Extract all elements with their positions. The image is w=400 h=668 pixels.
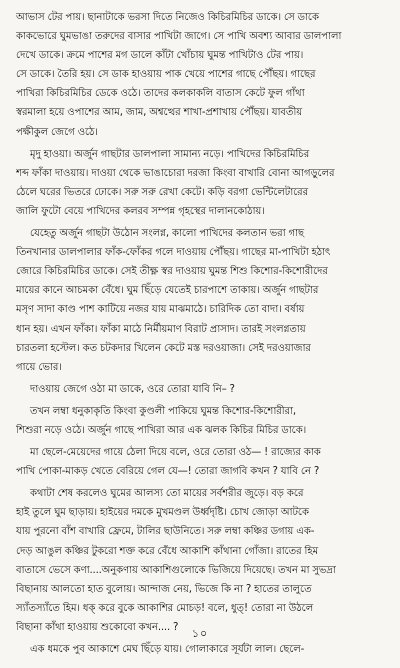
text-line: এক ধমকে পুব আকাশে মেঘ ছিঁড়ে যায়। গোলাকারে সূর্যটা লাল। ছেলে- xyxy=(30,644,305,655)
text-line: বাতাসে ভেসে কণা....অনুকণায় আকাশিগুলোকে ভিজিয়ে দিয়েছে। তখন মা সুভদ্রা xyxy=(16,564,336,576)
text-line: কাকভোরে ঘুমভাঙা তরুদের বাসার পাখিটা জাগে। সে পাখি অবশ্য আবার ডালপালা xyxy=(16,31,342,43)
text-line: গায়ে ভোর। xyxy=(16,361,62,373)
text-line: মা ছেলে-মেয়েদের গায়ে ঠেলা দিয়ে বলে, ওরে তোরা ওঠ— ! রাজ্যের কাক xyxy=(30,447,321,459)
text-line: দাওয়ায় জেগে ওঠা মা ডাকে, ওরে তোরা যাবি নি– ? xyxy=(30,383,235,395)
page-number: ১০ xyxy=(191,627,209,640)
text-line: শব্দ ফাঁকা দাওয়ায়। দাওয়া থেকে ভাঙাচোরা দরজা কিংবা বাখারি বোনা আগড়ুলের xyxy=(16,167,335,179)
body-text xyxy=(16,8,386,659)
text-line: মায়ের কানে আচমকা বেঁধে। ঘুম ছিঁড়ে যেতেই চারপাশে তাকায়। অর্জুন গাছটার xyxy=(16,285,319,297)
text-line: জালি ফুটো বেয়ে পাখিদের কলরব সম্পন্ন গৃহস্থের দালানকোঠায়। xyxy=(16,205,265,217)
text-line: স্যাঁতস্যাঁতে হিম। ধক্ করে বুকে আকাশির মোচড়! বলে, ধুত্! তোরা না উঠলে xyxy=(16,602,314,614)
text-line: স্বরমালা হয়ে ওপাশের আম, জাম, অশ্বত্থের শাখা-প্রশাখায় পৌঁছয়। যাবতীয় xyxy=(16,107,303,119)
text-line: যায় পুরনো বাঁশ বাখারি ফ্রেমে, টালির ছাউনিতে। সরু লম্বা কঞ্চির ডগায় এক- xyxy=(16,526,315,538)
text-line: চারতলা হস্টেল। কত চটকদার খিলেন কেটে মস্ত দরওয়াজা। সেই দরওয়াজার xyxy=(16,342,311,354)
paragraph xyxy=(16,484,386,637)
text-line: ধান হয়। এখন ফাঁকা। ফাঁকা মাঠে নির্মীয়মাণ বিরাট প্রাসাদ। তারই সংলগ্নতায় xyxy=(16,323,306,335)
paragraph xyxy=(16,8,386,142)
text-line: হাই তুলে ঘুম ছাড়ায়। হাইয়ের দমকে মুখমণ্ডল উর্ধ্বদৃষ্টি। চোখ জোড়া আটকে xyxy=(16,507,309,519)
text-line: দেখে ডাকে। ক্রমে পাশের মগ ডালে কাঁটা খোঁচায় ঘুমন্ত পাখিটাও টের পায়। xyxy=(16,50,304,62)
text-line: মৃদু হাওয়া। অর্জুন গাছটার ডালপালা সামান্য নড়ে। পাখিদের কিচিরমিচির xyxy=(30,148,310,160)
paragraph xyxy=(16,380,386,399)
text-line: মসৃণ সাদা কাণ্ড পাশ কাটিয়ে নজর যায় মাঝমাঠে। চারিদিক তো বাদা। বর্ষায় xyxy=(16,304,305,316)
text-line: পাখি পোকা-মাকড় খেতে বেরিয়ে গেল যে—! তোরা জাগবি কখন ? যাবি নে ? xyxy=(16,466,320,478)
text-line: ঠেলে ঘরের ভিতরে ঢোকে। সরু সরু রেখা কেটে। কড়ি বরগা ভেন্টিলেটারের xyxy=(16,186,308,198)
text-line: শিশুরা নড়ে ওঠে। অর্জুন গাছে পাখিরা আর এক ঝলক কিচির মিচির ডাকে। xyxy=(16,424,307,436)
text-line: তিনখানার ডালপালার ফাঁক-ফোঁকর গলে দাওয়ায় পৌঁছয়। গাছের মা-পাখিটা হঠাৎ xyxy=(16,247,331,259)
text-line: সে ডাকে। তৈরি হয়। সে ডাক হাওয়ায় পাক খেয়ে পাশের গাছে পৌঁছয়। গাছের xyxy=(16,69,316,81)
text-line: জোরে কিচিরমিচির ডাকে। সেই তীক্ষ্ণ স্বর দাওয়ায় ঘুমন্ত শিশু কিশোর-কিশোরীদের xyxy=(16,266,328,278)
text-line: বিছানায় আলতো হাত বুলোয়। আন্দাজ নেয়, ভিজে কি না ? হাতের তালুতে xyxy=(16,583,312,595)
text-line: পাখিরা কিচিরমিচির ডেকে ওঠে। তাদের কলকাকলি বাতাস কেটে ফুল গাঁথা xyxy=(16,88,305,100)
text-line: তখন লম্বা ধনুকাকৃতি কিংবা কুণ্ডলী পাকিয়ে ঘুমন্ত কিশোর-কিশোরীরা, xyxy=(30,405,296,417)
text-line: কথাটা শেষ করলেও ঘুমের আলস্য তো মায়ের সর্বশরীর জুড়ে। বড় করে xyxy=(30,488,304,500)
paragraph xyxy=(16,145,386,221)
text-line: যেহেতু অর্জুন গাছটা উঠোন সংলগ্ন, কালো পাখিদের কলতান ভরা গাছ xyxy=(30,228,304,240)
paragraph xyxy=(16,224,386,377)
text-line: বিছানা কাঁথা হাওয়ায় শুকোবো কখন.... ? xyxy=(16,621,179,633)
paragraph xyxy=(16,443,386,481)
text-line: আভাস টের পায়। ছানাটাকে ভরসা দিতে নিজেও কিচিরমিচির ডাকে। সে ডাকে xyxy=(16,12,319,23)
paragraph xyxy=(16,402,386,440)
text-line: দেড় আঙুল কঞ্চির টুকরো শক্ত করে বেঁধে আকাশি কাঁথানা গোঁজা। রাতের হিম xyxy=(16,545,319,557)
text-line: পক্ষীকুল জেগে ওঠে। xyxy=(16,126,98,138)
